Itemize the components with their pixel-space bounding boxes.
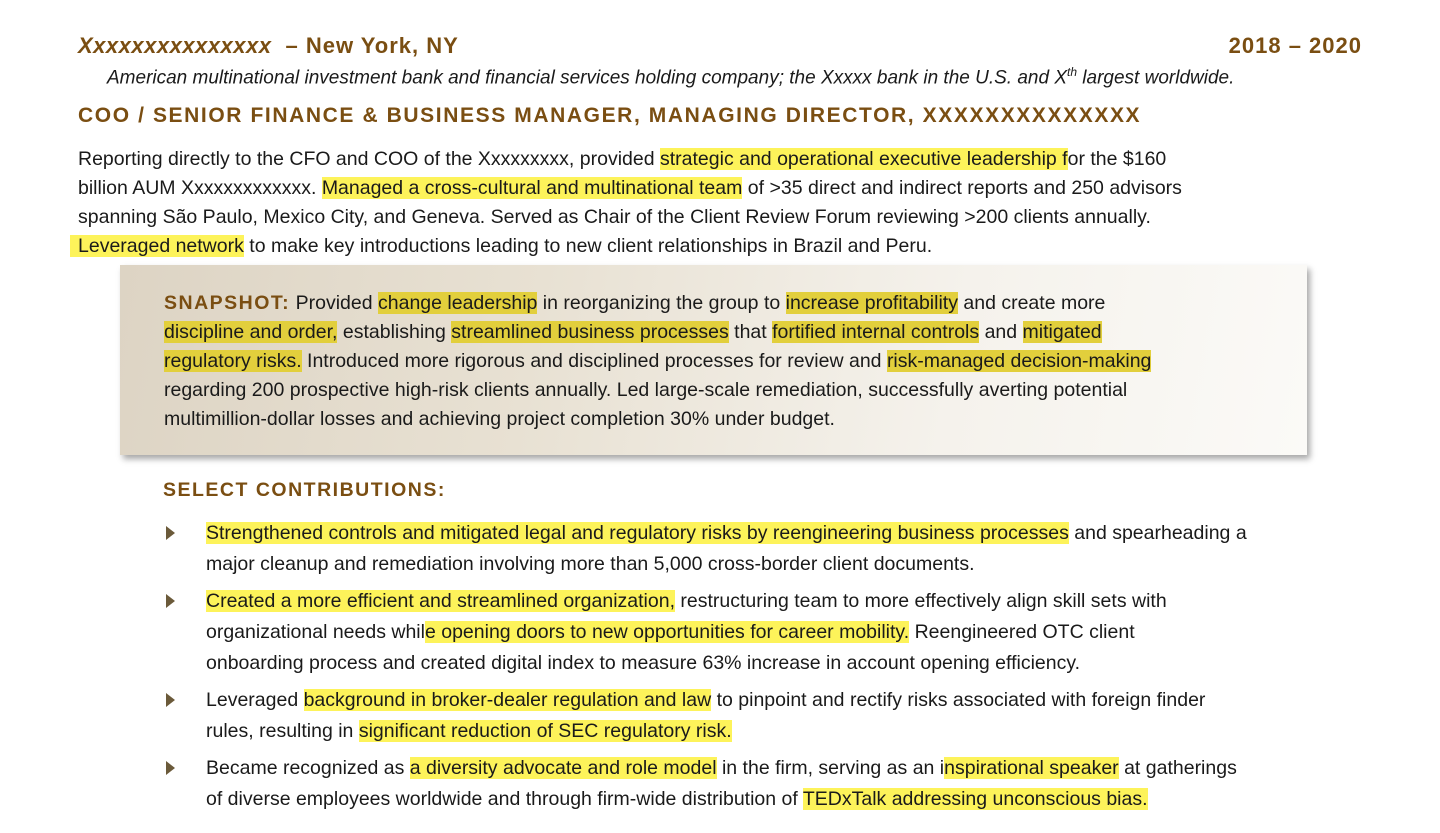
- bullet-text: restructuring team to more effectively align skill sets with: [675, 590, 1167, 612]
- summary-text: billion AUM Xxxxxxxxxxxxx.: [78, 177, 322, 199]
- highlighted-text: change leadership: [378, 292, 538, 314]
- highlighted-text: e opening doors to new opportunities for career mobility.: [424, 621, 910, 643]
- summary-line: [78, 174, 1378, 203]
- snapshot-plain: that: [728, 321, 773, 343]
- highlighted-text: regulatory risks.: [164, 350, 302, 372]
- company-description: [107, 65, 1347, 89]
- snapshot-plain: in reorganizing the group to: [537, 292, 786, 314]
- triangle-bullet-icon: [166, 693, 175, 707]
- bullet-text: and spearheading a: [1068, 522, 1247, 544]
- bullet-line: [206, 784, 1380, 815]
- summary-text: Reporting directly to the CFO and COO of the Xxxxxxxxx, provided: [78, 148, 660, 170]
- list-item: [160, 586, 1380, 679]
- snapshot-box: [120, 265, 1307, 455]
- employment-dates: 2018 – 2020: [1228, 33, 1362, 58]
- highlighted-text: increase profitability: [785, 292, 958, 314]
- bullet-line: [206, 617, 1380, 648]
- snapshot-line: multimillion-dollar losses and achieving project completion 30% under budget.: [164, 408, 835, 430]
- bullet-text: of diverse employees worldwide and through firm-wide distribution of: [206, 788, 803, 810]
- bullet-line: [206, 586, 1380, 617]
- summary-line: [78, 145, 1378, 174]
- highlighted-text: nspirational speaker: [944, 757, 1119, 779]
- snapshot-text: [164, 289, 1294, 434]
- snapshot-plain: Provided: [290, 292, 378, 314]
- highlighted-text: fortified internal controls: [772, 321, 980, 343]
- snapshot-plain: establishing: [337, 321, 452, 343]
- highlighted-text: TEDxTalk addressing unconscious bias.: [802, 788, 1148, 810]
- bullet-line: [206, 518, 1380, 549]
- list-item: [160, 518, 1380, 580]
- company-description-text: American multinational investment bank and financial services holding company; the Xxxxx bank in the U.S. and X: [107, 67, 1068, 89]
- highlighted-text: background in broker-dealer regulation and law: [303, 689, 712, 711]
- highlighted-text: significant reduction of SEC regulatory risk.: [358, 720, 732, 742]
- list-item: [160, 753, 1380, 815]
- triangle-bullet-icon: [166, 526, 175, 540]
- bullet-text: Leveraged: [206, 689, 304, 711]
- highlighted-text: Leveraged network: [70, 235, 244, 257]
- snapshot-line: regarding 200 prospective high-risk clients annually. Led large-scale remediation, successfully averting potential: [164, 379, 1128, 401]
- contributions-heading: SELECT CONTRIBUTIONS:: [163, 479, 446, 501]
- highlighted-text: Strengthened controls and mitigated legal and regulatory risks by reengineering business processes: [206, 522, 1069, 544]
- role-summary: [78, 145, 1378, 261]
- summary-text: of >35 direct and indirect reports and 250 advisors: [742, 177, 1182, 199]
- bullet-line: major cleanup and remediation involving more than 5,000 cross-border client documents.: [206, 553, 975, 575]
- summary-line: spanning São Paulo, Mexico City, and Geneva. Served as Chair of the Client Review Forum reviewing >200 clients annually.: [78, 206, 1151, 228]
- highlighted-text: a diversity advocate and role model: [409, 757, 717, 779]
- bullet-line: [206, 716, 1380, 747]
- summary-text: or the $160: [1067, 148, 1167, 170]
- bullet-text: rules, resulting in: [206, 720, 359, 742]
- employer-name-location: [78, 33, 459, 59]
- snapshot-line: [164, 289, 1294, 318]
- triangle-bullet-icon: [166, 594, 175, 608]
- highlighted-text: streamlined business processes: [451, 321, 729, 343]
- employer-location: – New York, NY: [285, 33, 459, 58]
- bullet-text: Reengineered OTC client: [909, 621, 1135, 643]
- company-description-superscript: th: [1067, 65, 1078, 79]
- bullet-text: at gatherings: [1118, 757, 1237, 779]
- highlighted-text: risk-managed decision-making: [886, 350, 1152, 372]
- bullet-text: in the firm, serving as an i: [716, 757, 945, 779]
- company-description-end: largest worldwide.: [1077, 67, 1235, 89]
- job-title: COO / SENIOR FINANCE & BUSINESS MANAGER, MANAGING DIRECTOR, XXXXXXXXXXXXXX: [78, 104, 1142, 127]
- snapshot-line: [164, 318, 1294, 347]
- snapshot-plain: and create more: [957, 292, 1106, 314]
- highlighted-text: Managed a cross-cultural and multinational team: [321, 177, 743, 199]
- bullet-text: Became recognized as: [206, 757, 410, 779]
- bullet-text: organizational needs whil: [206, 621, 425, 643]
- highlighted-text: discipline and order,: [164, 321, 338, 343]
- triangle-bullet-icon: [166, 761, 175, 775]
- summary-text: to make key introductions leading to new client relationships in Brazil and Peru.: [243, 235, 933, 257]
- contributions-list: [160, 518, 1380, 821]
- bullet-line: [206, 685, 1380, 716]
- highlighted-text: Created a more efficient and streamlined organization,: [206, 590, 675, 612]
- snapshot-plain: and: [979, 321, 1023, 343]
- list-item: [160, 685, 1380, 747]
- snapshot-label: SNAPSHOT:: [164, 292, 291, 314]
- bullet-line: [206, 753, 1380, 784]
- employer-header: [78, 33, 1362, 59]
- highlighted-text: strategic and operational executive leadership f: [660, 148, 1068, 170]
- snapshot-plain: Introduced more rigorous and disciplined processes for review and: [301, 350, 887, 372]
- highlighted-text: mitigated: [1022, 321, 1102, 343]
- bullet-text: to pinpoint and rectify risks associated with foreign finder: [711, 689, 1206, 711]
- employer-name: Xxxxxxxxxxxxxxx: [78, 33, 272, 58]
- snapshot-line: [164, 347, 1294, 376]
- bullet-line: onboarding process and created digital index to measure 63% increase in account opening efficiency.: [206, 652, 1081, 674]
- summary-line: [78, 232, 1378, 261]
